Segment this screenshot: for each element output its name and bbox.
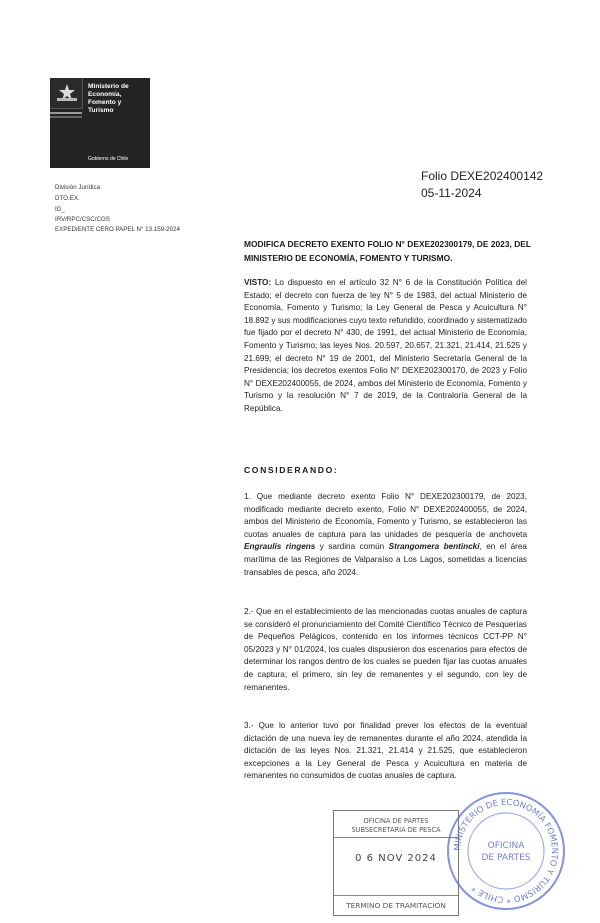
- logo-stripe: [50, 116, 82, 118]
- reference-division: División Jurídica: [55, 184, 101, 191]
- reference-id: ID_: [55, 206, 65, 213]
- seal-ring-path: MINISTERIO DE ECONOMÍA FOMENTO Y TURISMO * CHILE *: [452, 797, 560, 905]
- stamp-date: 0 6 NOV 2024: [355, 853, 437, 864]
- logo-flag-block: [50, 78, 83, 109]
- folio-number: Folio DEXE202400142: [421, 169, 544, 183]
- government-label: Gobierno de Chile: [88, 156, 129, 162]
- reference-initials: IRV/RPC/CSC/CGS: [55, 216, 110, 223]
- species-sardina: Strangomera bentincki: [388, 542, 480, 552]
- official-seal: [445, 790, 567, 912]
- logo-stripe: [50, 112, 82, 114]
- coat-of-arms-icon: [53, 82, 81, 106]
- visto-label: VISTO:: [244, 278, 272, 287]
- visto-paragraph: [244, 277, 527, 416]
- considerando-paragraph-3: 3.- Que lo anterior tuvo por finalidad prever los efectos de la eventual dictación de una nueva ley de remanentes durante el año 2024, atendida la dictación de las leyes Nos. 21.321, 21.414 y 21.525, que establecieron excepciones a la Ley General de Pesca y Acuicultura en materia de remanentes no consumidos de cuotas anuales de captura.: [244, 721, 527, 781]
- reference-expediente: EXPEDIENTE CERO PAPEL N° 13.159-2024: [55, 226, 180, 233]
- p1-text-mid: y sardina común: [315, 542, 389, 552]
- document-title: MODIFICA DECRETO EXENTO FOLIO N° DEXE202300179, DE 2023, DEL MINISTERIO DE ECONOMÍA, FOMENTO Y TURISMO.: [244, 239, 531, 263]
- seal-center-1: OFICINA: [487, 841, 525, 851]
- p1-text-after: , en el área marítima de las Regiones de Valparaíso a Los Lagos, sometidas a licencias transables de pesca, año 2024.: [244, 542, 527, 577]
- government-logo: [50, 78, 150, 168]
- stamp-footer: TERMINO DE TRAMITACION: [346, 901, 446, 910]
- seal-inner-ring: [468, 813, 544, 889]
- considerando-paragraph-1: [244, 491, 527, 579]
- stamp-divider: [334, 895, 458, 896]
- p1-text-before: 1. Que mediante decreto exento Folio N° DEXE202300179, de 2023, modificado mediante decreto exento, Folio N° DEXE202400055, de 2024, ambos del Ministerio de Economía, Fomento y Turismo, se establecieron las cuotas anuales de captura para las unidades de pesquería de anchoveta: [244, 492, 527, 539]
- seal-center-2: DE PARTES: [481, 853, 531, 863]
- stamp-divider: [334, 837, 458, 838]
- reception-stamp: [333, 810, 459, 916]
- ministry-name: Ministerio de Economía, Fomento y Turismo: [88, 83, 129, 114]
- visto-text: Lo dispuesto en el artículo 32 N° 6 de la Constitución Política del Estado; el decreto con fuerza de ley N° 5 de 1983, del actual Ministerio de Economía, Fomento y Turismo; la Ley General de Pesca y Acuicultura N° 18.892 y sus modificaciones cuyo texto refundido, coordinado y sistematizado fue fijado por el decreto N° 430, de 1991, del actual Ministerio de Economía, Fomento y Turismo; las leyes Nos. 20.597, 20.657, 21.321, 21.414, 21.525 y 21.699; el decreto N° 19 de 2001, del Ministerio Secretaría General de la Presidencia; los decretos exentos Folio N° DEXE202300170, de 2023 y Folio N° DEXE202400055, de 2024, ambos del Ministerio de Economía, Fomento y Turismo y la resolución N° 7 de 2019, de la Contraloría General de la República.: [244, 278, 527, 413]
- reference-type: DTO.EX.: [55, 195, 80, 202]
- stamp-office: OFICINA DE PARTES: [363, 817, 429, 825]
- folio-date: 05-11-2024: [421, 186, 482, 200]
- stamp-subsecretaria: SUBSECRETARIA DE PESCA: [351, 826, 441, 834]
- considerando-paragraph-2: 2.- Que en el establecimiento de las mencionadas cuotas anuales de captura se consideró el pronunciamiento del Comité Científico Técnico de Pesquerías de Pequeños Pelágicos, contenido en los informes técnicos CCT-PP N° 05/2023 y N° 01/2024, los cuales dispusieron dos escenarios para efectos de determinar los rangos dentro de los cuales se pueden fijar las cuotas anuales de captura; el primero, sin ley de remanentes y el segundo, con ley de remanentes.: [244, 607, 527, 692]
- seal-outer-ring: [448, 793, 564, 909]
- considerando-heading: CONSIDERANDO:: [244, 465, 339, 475]
- species-anchoveta: Engraulis ringens: [244, 542, 316, 552]
